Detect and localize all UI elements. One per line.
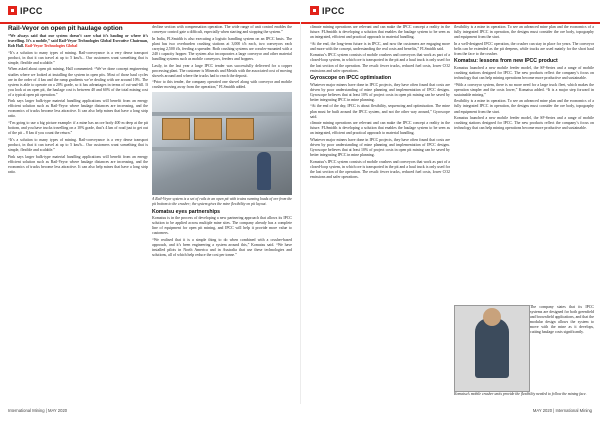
ipcc-logo-text: IPCC bbox=[20, 5, 43, 16]
photo-caption: Komatsu’s mobile crusher units provide the flexibility needed to follow the mining face. bbox=[454, 392, 587, 396]
paragraph: Komatsu’s IPCC system consists of mobile crushers and conveyors that work as part of a closed-loop system, in which ore is transported in the pit and a haul truck is only used for the last section of the operation. The result: fewer trucks, reduced fuel costs, lower CO2 emissions and safer operations. bbox=[310, 159, 450, 179]
column-2 bbox=[152, 25, 292, 403]
paragraph: Komatsu launched a new mobile feeder model, the SF-Series and a range of mobile crushing stations designed for IPCC. The new products reflect the company’s focus on technology that can help mining operations become more productive and sustainable. bbox=[454, 65, 594, 81]
paragraph: When asked about open pit mining, Hall commented: “We’ve done concept engineering studies where we looked at installing the system in open pits. Most of those haul cycles are in the order of 4 km and the ramp gradients we’re dealing with are around 10%. The system is able to operate on a 20% grade, so it has advantages in terms of cut-and-fill. If you look at an open pit, the haulage cost is between 40 and 60% of the total mining cost of a typical open pit operation.” bbox=[8, 67, 148, 97]
photo-caption: A Rail-Veyor system is a set of rails in an open pit with trains running loads of ore from the pit bottom to the crusher; the system gives the mine flexibility on pit layout. bbox=[152, 197, 292, 207]
ipcc-logo-text: IPCC bbox=[322, 5, 345, 16]
paragraph: “At the end, the long-term future is in IPCC, and now the customers are engaging more and more with the concept, understanding the real costs and benefits,” FLSmidth said. bbox=[310, 41, 450, 51]
paragraph: “I’m going to use a big picture example: if a mine has an ore body 400 m deep at the pit bottom, and you have trucks travelling on a 10% grade, that’s 4 km of road just to get out of the pit – 8 km if you count the return.” bbox=[8, 121, 148, 136]
footer-left: International Mining | MAY 2020 bbox=[8, 408, 68, 413]
ipcc-logo-icon bbox=[310, 6, 319, 15]
paragraph: “With a conveyor system, there is no more need for a large truck fleet, which makes the operation simpler and the costs lower,” Komatsu added. “It is a major step forward in sustainable mining.” bbox=[454, 82, 594, 97]
paragraph: In a well-designed IPCC operation, the crusher can stay in place for years. The conveyor belts can be extended as the pit deepens, while trucks are used mainly for the short haul from the face to the crusher. bbox=[454, 41, 594, 56]
paragraph: “It’s a solution to many types of mining. Rail-conveyance is a very dense transport product, in that it can travel at up to 5 km/h... Our customers want something that is simple, flexible and scalable.” bbox=[8, 137, 148, 152]
paragraph: “It’s a solution to many types of mining. Rail-conveyance is a very dense transport product, in that it can travel at up to 5 km/h... Our customers want something that is simple, flexible and scalable.” bbox=[8, 50, 148, 65]
page-gutter bbox=[300, 22, 301, 404]
photo-rail bbox=[152, 147, 292, 151]
photo-worker-body bbox=[475, 318, 509, 378]
footer-right: MAY 2020 | International Mining bbox=[532, 408, 592, 413]
paragraph: “We realised that it is a simple thing to do when combined with a crusher-based approach, and it’s been engineering a system around this,” Komatsu said. “We have installed pilots in North America and in Australia that use these technologies and solutions, all of which help reduce the cost per tonne.” bbox=[152, 237, 292, 257]
article-intro: “We always said that our system doesn’t care what it’s hauling or where it’s travelling. It’s a mobile,” said Rail-Veyor Technologies Global Executive Chairman, Rob Hall. Rail-Veyor Technologies Global bbox=[8, 34, 148, 49]
paragraph: Komatsu’s IPCC system consists of mobile crushers and conveyors that work as part of a closed-loop system, in which ore is transported in the pit and a haul truck is only used for the last section of the operation. The result: fewer trucks, reduced fuel costs, lower CO2 emissions and safer operations. bbox=[310, 53, 450, 73]
photo-person bbox=[257, 152, 271, 190]
article-title: Rail-Veyor on open pit haulage option bbox=[8, 25, 123, 32]
column-1 bbox=[8, 25, 148, 403]
section-heading: Gyroscope on IPCC optimisation bbox=[310, 75, 391, 82]
rail-veyor-photo bbox=[152, 92, 292, 195]
paragraph: climate mining operations are relevant and can make the IPCC concept a reality in the future. FLSmidth is developing a solution that enables the haulage system to be seen as an integrated, efficient and practical approach to material handling. bbox=[310, 121, 450, 136]
komatsu-worker-photo bbox=[454, 305, 530, 392]
paragraph: Fink says larger bulk-type material handling applications will benefit from an energy efficient solution such as Rail-Veyor where haulage distances are increasing, and the economics of trucks become less attractive. It can also help mines that have a long strip ratio. bbox=[8, 99, 148, 119]
page-header bbox=[0, 0, 600, 24]
photo-car bbox=[194, 118, 222, 140]
paragraph: Fink says larger bulk-type material handling applications will benefit from an energy efficient solution such as Rail-Veyor where haulage distances are increasing, and the economics of trucks become less attractive. It can also help mines that have a long strip ratio. bbox=[8, 154, 148, 174]
ipcc-logo-icon bbox=[8, 6, 17, 15]
ipcc-logo-left bbox=[8, 4, 43, 17]
photo-rail bbox=[152, 112, 292, 116]
paragraph: Lastly, in the last year a large IPCC tender was successfully delivered for a copper processing plant. The customer is Minerals and Metals with the associated cost of moving shovels around and where the trucks had to reach the deposit. bbox=[152, 63, 292, 78]
paragraph: decline section with compensation operation. The wide range of unit control enables the conveyor control gate a difficult, especially when starting and stopping the system.” bbox=[152, 25, 292, 35]
paragraph: Whatever major miners have done in IPCC projects, they have often found that costs are driven by poor understanding of mine planning and implementation of IPCC designs. Gyroscope believes that at least 10% of project costs in open pit mining can be saved by better integrating IPCC in mine planning. bbox=[310, 82, 450, 102]
paragraph: flexibility is a mine in operation. To see an advanced mine plan and the economics of a fully integrated IPCC in operation, the designs must consider the ore body, topography and equipment from the start. bbox=[454, 99, 594, 114]
column-3 bbox=[310, 25, 450, 403]
wrap-text bbox=[530, 305, 594, 390]
paragraph: flexibility is a mine in operation. To see an advanced mine plan and the economics of a fully integrated IPCC in operation, the designs must consider the ore body, topography and equipment from the start. bbox=[454, 25, 594, 40]
column-4 bbox=[454, 25, 594, 303]
section-heading: Komatsu: lessons from new IPCC product bbox=[454, 58, 558, 65]
section-heading: Komatsu eyes partnerships bbox=[152, 208, 221, 215]
article-link[interactable]: Rail-Veyor Technologies Global bbox=[24, 44, 78, 49]
paragraph: In India, FLSmidth is also executing a logistic handling system on an IPCC basis. The plant has two overburden crushing stations at 3,000 t/h each, two conveyors each carrying 2,500 t/h, feeding a spreader. Both crushing systems are crawler-mounted with a 240 t capacity hopper. The system also incorporates a large conveyor and other material handling systems such as mobile conveyors, feeders and hoppers. bbox=[152, 36, 292, 61]
ipcc-logo-right bbox=[310, 4, 345, 17]
photo-car bbox=[162, 118, 190, 140]
paragraph: “At the end of the day, IPCC is about flexibility, sequencing and optimisation. The mine plan must be built around the IPCC system, and not the other way around,” Gyroscope said. bbox=[310, 104, 450, 119]
paragraph: The company states that its IPCC systems are designed for both greenfield and brownfield applications, and that the modular design allows the system to move with the mine as it develops, cutting haulage costs significantly. bbox=[530, 305, 594, 335]
paragraph: climate mining operations are relevant and can make the IPCC concept a reality in the future. FLSmidth is developing a solution that enables the haulage system to be seen as an integrated, efficient and practical approach to material handling. bbox=[310, 25, 450, 40]
photo-car bbox=[226, 118, 254, 140]
paragraph: Komatsu launched a new mobile feeder model, the SF-Series and a range of mobile crushing stations designed for IPCC. The new products reflect the company’s focus on technology that can help mining operations become more productive and sustainable. bbox=[454, 116, 594, 131]
photo-worker-head bbox=[483, 308, 501, 326]
page-footer bbox=[0, 405, 600, 417]
paragraph: Komatsu is in the process of developing a new partnering approach that allows its IPCC solution to be applied across multiple mine sites. The company already has a complete line of equipment for open pit mining, and IPCC will help it provide more value to customers. bbox=[152, 216, 292, 236]
paragraph: “Prior to this tender, the company operated one shovel along with conveyor and mobile crusher moving away from the operation,” FLSmidth added. bbox=[152, 80, 292, 90]
paragraph: Whatever major miners have done in IPCC projects, they have often found that costs are driven by poor understanding of mine planning and implementation of IPCC designs. Gyroscope believes that at least 10% of project costs in open pit mining can be saved by better integrating IPCC in mine planning. bbox=[310, 137, 450, 158]
